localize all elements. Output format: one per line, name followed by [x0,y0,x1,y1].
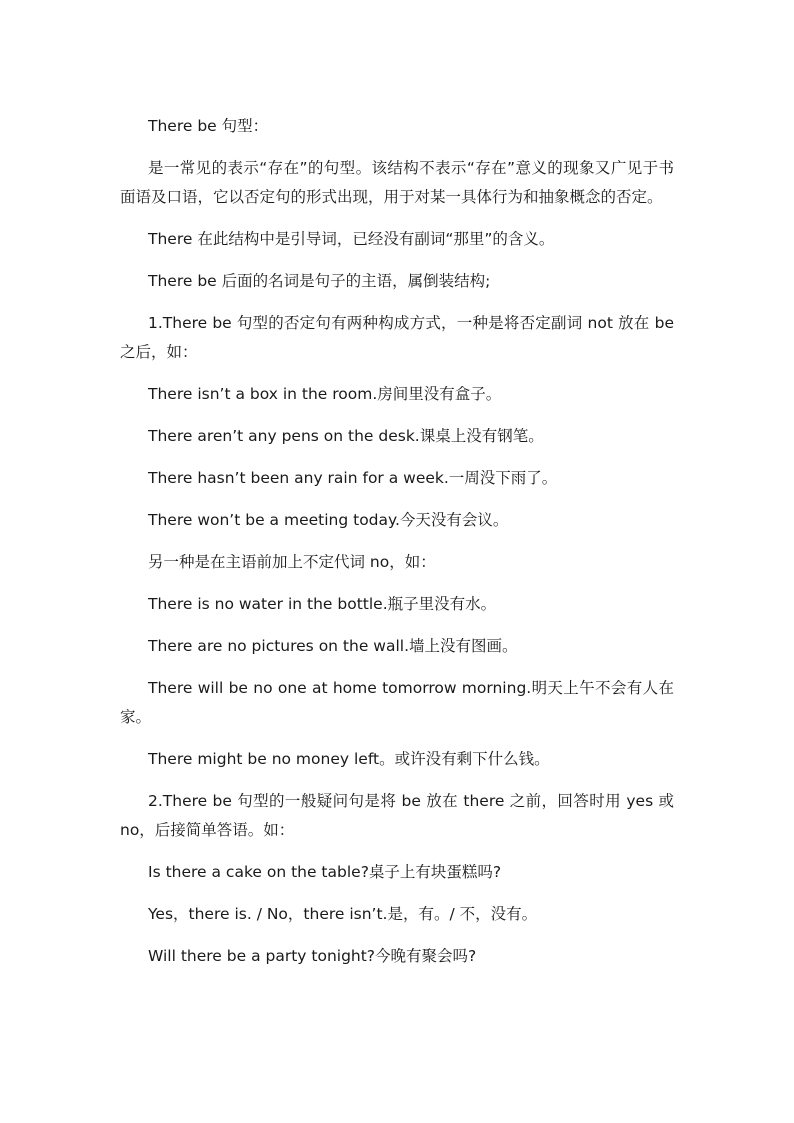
example-sentence: There won’t be a meeting today.今天没有会议。 [148,511,509,529]
example-sentence: Will there be a party tonight?今晚有聚会吗? [148,947,477,965]
example-sentence: There isn’t a box in the room.房间里没有盒子。 [148,385,502,403]
paragraph: 另一种是在主语前加上不定代词 no，如： [148,553,436,571]
example-sentence: There might be no money left。或许没有剩下什么钱。 [148,750,550,768]
paragraph-heading: There be 句型： [148,117,269,135]
example-sentence: There is no water in the bottle.瓶子里没有水。 [148,595,497,613]
example-sentence: Is there a cake on the table?桌子上有块蛋糕吗? [148,863,502,881]
document-body [120,112,674,984]
example-sentence: There aren’t any pens on the desk.课桌上没有钢笔。 [148,427,544,445]
paragraph-intro: 是一常见的表示“存在”的句型。该结构不表示“存在”意义的现象又广见于书面语及口语，它以否定句的形式出现，用于对某一具体行为和抽象概念的否定。 [120,159,674,206]
paragraph-section-1: 1.There be 句型的否定句有两种构成方式，一种是将否定副词 not 放在 be 之后，如： [120,314,674,361]
paragraph-section-2: 2.There be 句型的一般疑问句是将 be 放在 there 之前，回答时用 yes 或 no，后接简单答语。如： [120,792,674,839]
example-sentence: Yes，there is. / No，there isn’t.是，有。/ 不，没有。 [148,905,538,923]
example-sentence: There hasn’t been any rain for a week.一周没下雨了。 [148,469,558,487]
paragraph: There 在此结构中是引导词，已经没有副词“那里”的含义。 [148,230,555,248]
paragraph: There be 后面的名词是句子的主语，属倒装结构; [148,272,491,290]
example-sentence: There will be no one at home tomorrow morning.明天上午不会有人在家。 [120,679,674,726]
example-sentence: There are no pictures on the wall.墙上没有图画。 [148,637,518,655]
